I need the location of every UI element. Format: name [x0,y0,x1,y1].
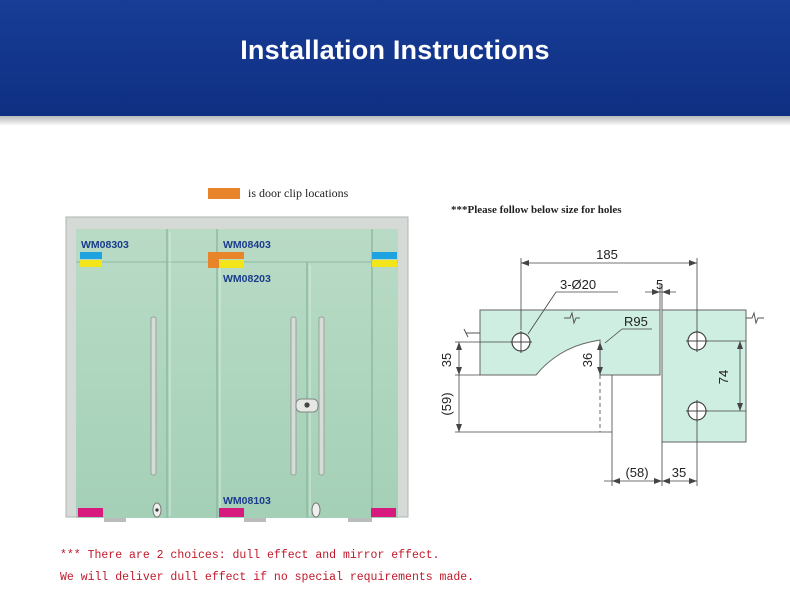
clip-marker-blue [372,252,397,259]
clip-marker-magenta [219,508,244,517]
clip-label-wm08103: WM08103 [223,495,271,507]
dim-right-width: 35 [671,465,687,480]
finish-note-1: *** There are 2 choices: dull effect and mirror effect. [60,549,440,562]
page-title: Installation Instructions [240,35,550,65]
clip-marker-blue [80,252,102,259]
clip-label-wm08403: WM08403 [223,239,271,251]
pull-handle [319,317,324,475]
dim-lower-offset: (59) [439,392,454,416]
clip-marker-yellow [219,260,244,268]
clip-label-wm08303: WM08303 [81,239,129,251]
dim-cut-depth: 36 [580,352,595,368]
dim-gap: 5 [656,277,664,292]
hole-dimension-drawing [439,247,764,486]
clip-marker-magenta [371,508,396,517]
clip-marker-yellow [372,260,397,267]
pull-handle [151,317,156,475]
clip-marker-orange [219,252,244,259]
dim-left-height: 35 [439,352,454,368]
dim-radius: R95 [624,314,648,329]
dim-holes: 3-Ø20 [560,277,597,292]
clip-body-right [662,310,746,442]
dim-hole-spacing: 74 [716,369,731,385]
dim-overall-width: 185 [596,247,618,262]
clip-label-wm08203: WM08203 [223,273,271,285]
finish-note-2: We will deliver dull effect if no special requirements made. [60,571,475,584]
clip-marker-yellow [80,260,102,267]
clip-marker-magenta [78,508,103,517]
dim-bottom-offset: (58) [625,465,649,480]
legend-label: is door clip locations [248,186,349,200]
hole-size-note: ***Please follow below size for holes [451,204,622,216]
pull-handle [291,317,296,475]
clip-marker-orange [208,252,219,268]
glass-door-illustration [66,217,408,522]
